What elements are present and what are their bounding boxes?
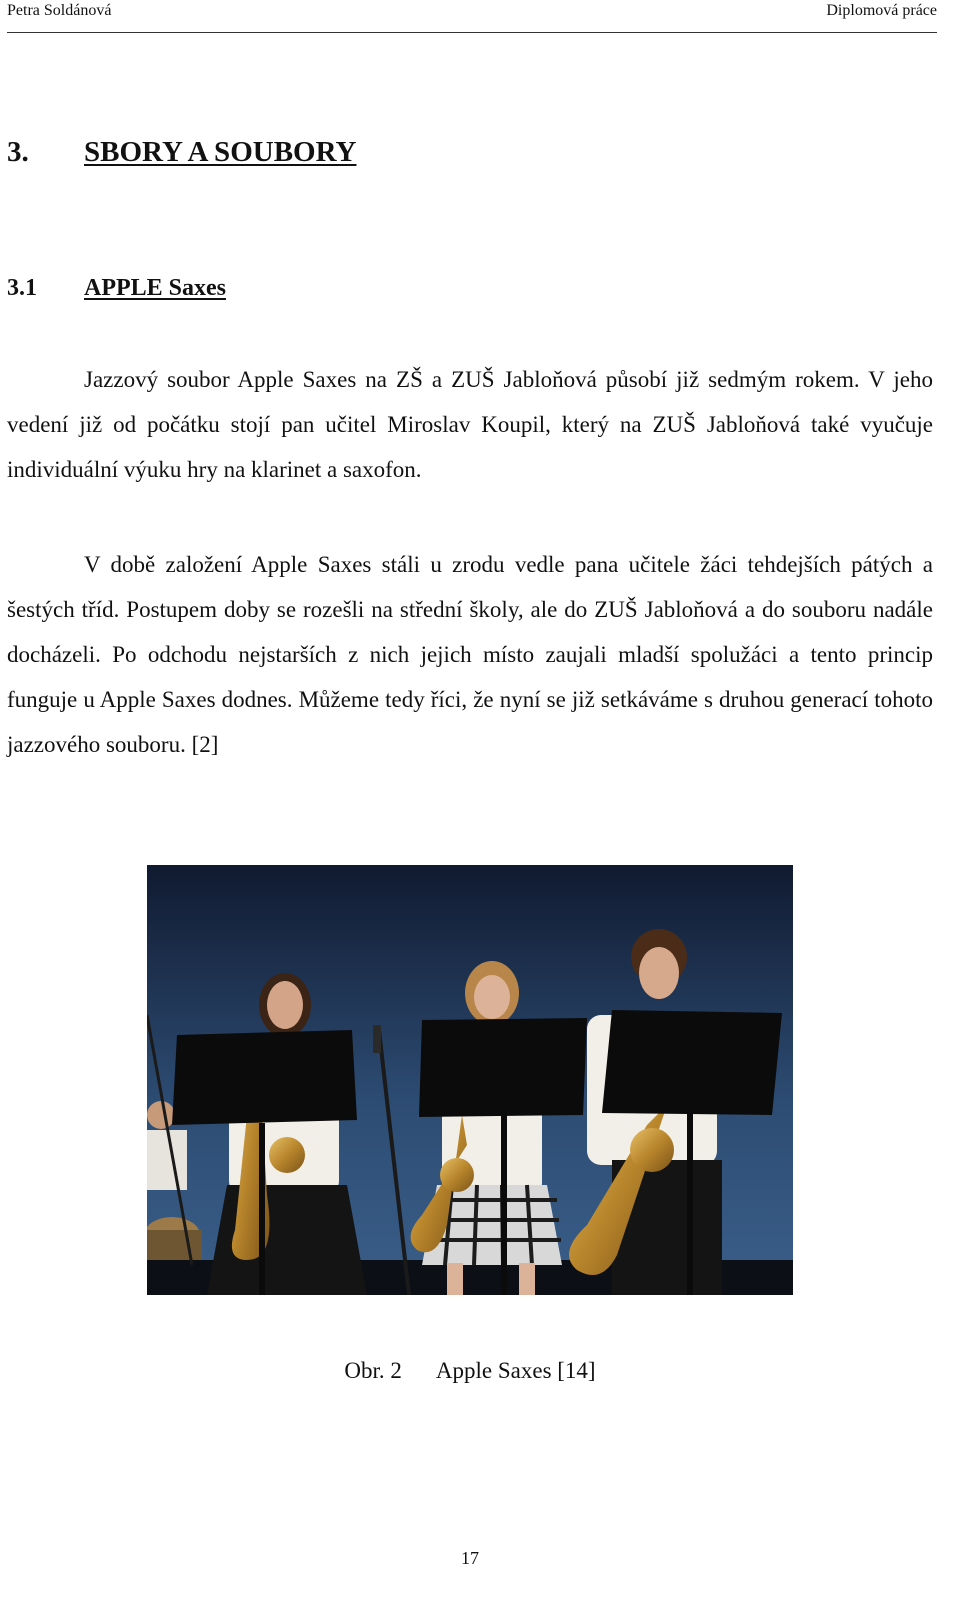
section-number: 3.1	[7, 275, 37, 301]
figure-caption-text: Apple Saxes [14]	[435, 1358, 596, 1383]
chapter-number: 3.	[7, 136, 29, 168]
figure-photo-saxophone-players	[147, 865, 793, 1295]
running-header	[7, 0, 937, 33]
page-number: 17	[461, 1548, 479, 1568]
paragraph-history: V době založení Apple Saxes stáli u zrodu vedle pana učitele žáci tehdejších pátých a šestých tříd. Postupem doby se rozešli na střední školy, ale do ZUŠ Jabloňová a do souboru nadále docházeli. Po odchodu nejstarších z nich jejich místo zaujali mladší spolužáci a tento princip funguje u Apple Saxes dodnes. Můžeme tedy říci, že nyní se již setkáváme s druhou generací tohoto jazzového souboru. [2]	[7, 552, 933, 757]
header-document-type: Diplomová práce	[826, 2, 937, 19]
header-author: Petra Soldánová	[7, 2, 112, 19]
chapter-title: SBORY A SOUBORY	[84, 136, 357, 168]
section-heading	[7, 272, 226, 304]
chapter-heading	[7, 133, 356, 171]
figure-label: Obr. 2	[344, 1358, 402, 1383]
paragraph-intro: Jazzový soubor Apple Saxes na ZŠ a ZUŠ Jabloňová působí již sedmým rokem. V jeho vedení již od počátku stojí pan učitel Miroslav Koupil, který na ZUŠ Jabloňová také vyučuje individuální výuku hry na klarinet a saxofon.	[7, 367, 933, 482]
figure-caption	[0, 1354, 940, 1388]
photo-illustration	[147, 865, 793, 1295]
section-title: APPLE Saxes	[84, 275, 227, 301]
